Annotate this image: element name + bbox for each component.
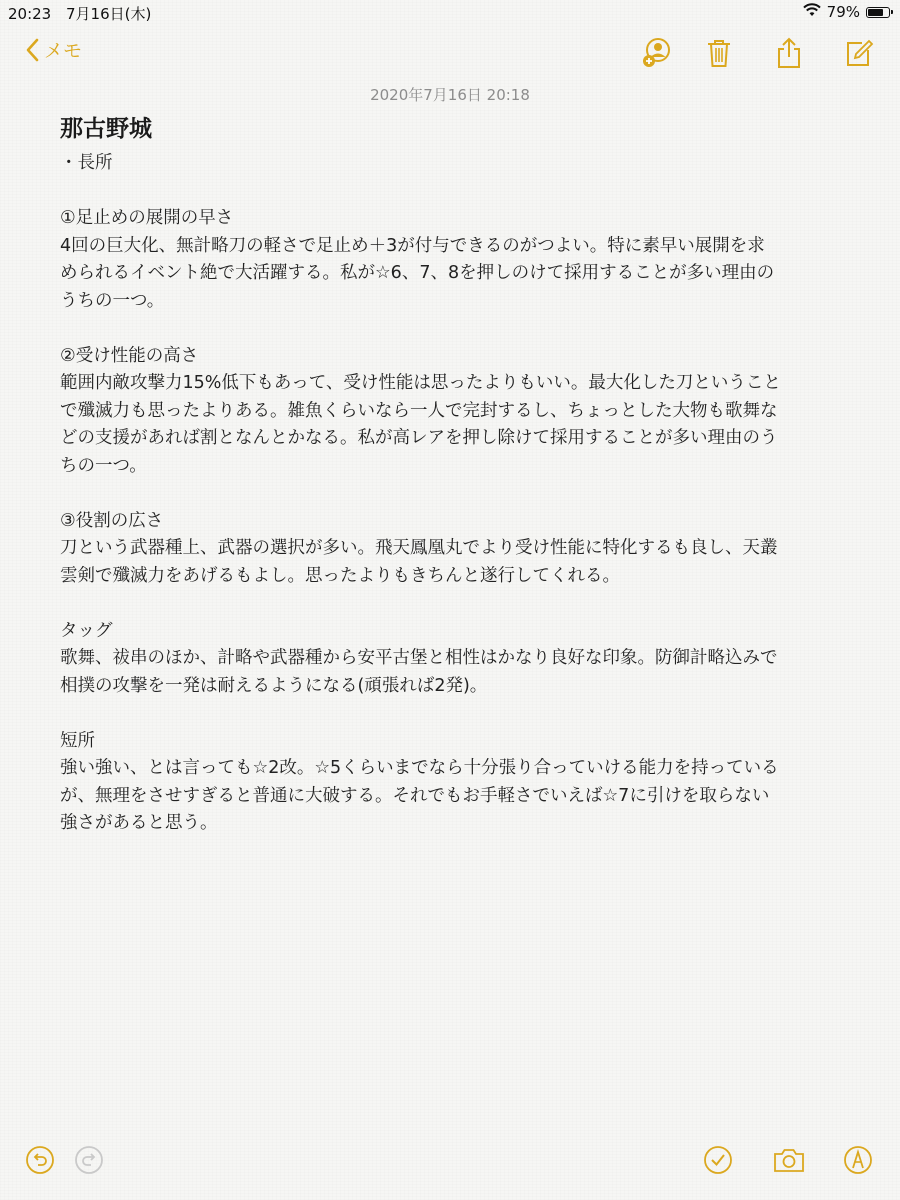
back-label: メモ bbox=[44, 40, 83, 62]
bottom-toolbar bbox=[0, 1140, 900, 1200]
navigation-bar bbox=[0, 34, 900, 74]
note-line: 歌舞、祓串のほか、計略や武器種から安平古堡と相性はかなり良好な印象。防御計略込みで bbox=[60, 648, 778, 668]
blank-line bbox=[60, 178, 860, 206]
markup-icon[interactable] bbox=[842, 1144, 874, 1176]
redo-icon[interactable] bbox=[73, 1144, 105, 1176]
note-line: 4回の巨大化、無計略刀の軽さで足止め＋3が付与できるのがつよい。特に素早い展開を求 bbox=[60, 235, 765, 256]
note-line: で殲滅力も思ったよりある。雑魚くらいなら一人で完封するし、ちょっとした大物も歌舞な bbox=[60, 400, 778, 421]
status-bar bbox=[0, 0, 900, 26]
note-line: ②受け性能の高さ bbox=[60, 345, 199, 366]
camera-icon[interactable] bbox=[772, 1144, 804, 1176]
note-line: 強い強い、とは言っても☆2改。☆5くらいまでなら十分張り合っていける能力を持っている bbox=[60, 758, 779, 778]
note-line: 相撲の攻撃を一発は耐えるようになる(頑張れば2発)。 bbox=[60, 675, 488, 696]
note-line: 強さがあると思う。 bbox=[60, 813, 218, 833]
note-line: ③役割の広さ bbox=[60, 510, 164, 531]
wifi-icon bbox=[803, 3, 821, 21]
trash-icon[interactable] bbox=[702, 36, 736, 70]
battery-percent: 79% bbox=[826, 3, 860, 21]
note-line: どの支援があれば割となんとかなる。私が高レアを押し除けて採用することが多い理由のう bbox=[60, 428, 778, 448]
note-line: ちの一つ。 bbox=[60, 455, 147, 476]
note-line: うちの一つ。 bbox=[60, 290, 165, 311]
add-person-icon[interactable] bbox=[640, 36, 674, 70]
note-line: 短所 bbox=[60, 730, 95, 751]
blank-line bbox=[60, 480, 860, 508]
blank-line bbox=[60, 315, 860, 343]
note-line: ・長所 bbox=[60, 153, 113, 173]
status-date: 7月16日(木) bbox=[66, 5, 152, 23]
status-time: 20:23 bbox=[8, 5, 52, 23]
note-line: が、無理をさせすぎると普通に大破する。それでもお手軽さでいえば☆7に引けを取らない bbox=[60, 785, 770, 806]
share-icon[interactable] bbox=[772, 36, 806, 70]
note-line: タッグ bbox=[60, 620, 113, 641]
compose-icon[interactable] bbox=[842, 36, 876, 70]
checklist-icon[interactable] bbox=[702, 1144, 734, 1176]
back-button[interactable] bbox=[26, 36, 82, 63]
note-content bbox=[60, 150, 860, 838]
note-line: ①足止めの展開の早さ bbox=[60, 208, 234, 228]
note-line: 刀という武器種上、武器の選択が多い。飛天鳳凰丸でより受け性能に特化するも良し、天叢 bbox=[60, 538, 778, 558]
note-line: 雲剣で殲滅力をあげるもよし。思ったよりもきちんと遂行してくれる。 bbox=[60, 565, 620, 586]
battery-icon bbox=[866, 7, 890, 18]
blank-line bbox=[60, 700, 860, 728]
note-body[interactable] bbox=[60, 112, 860, 838]
note-line: められるイベント絶で大活躍する。私が☆6、7、8を押しのけて採用することが多い理由の bbox=[60, 263, 775, 283]
chevron-left-icon bbox=[26, 38, 40, 62]
undo-icon[interactable] bbox=[24, 1144, 56, 1176]
note-title: 那古野城 bbox=[60, 116, 152, 142]
blank-line bbox=[60, 590, 860, 618]
note-line: 範囲内敵攻撃力15%低下もあって、受け性能は思ったよりもいい。最大化した刀ということ bbox=[60, 373, 781, 393]
note-timestamp: 2020年7月16日 20:18 bbox=[370, 86, 530, 104]
